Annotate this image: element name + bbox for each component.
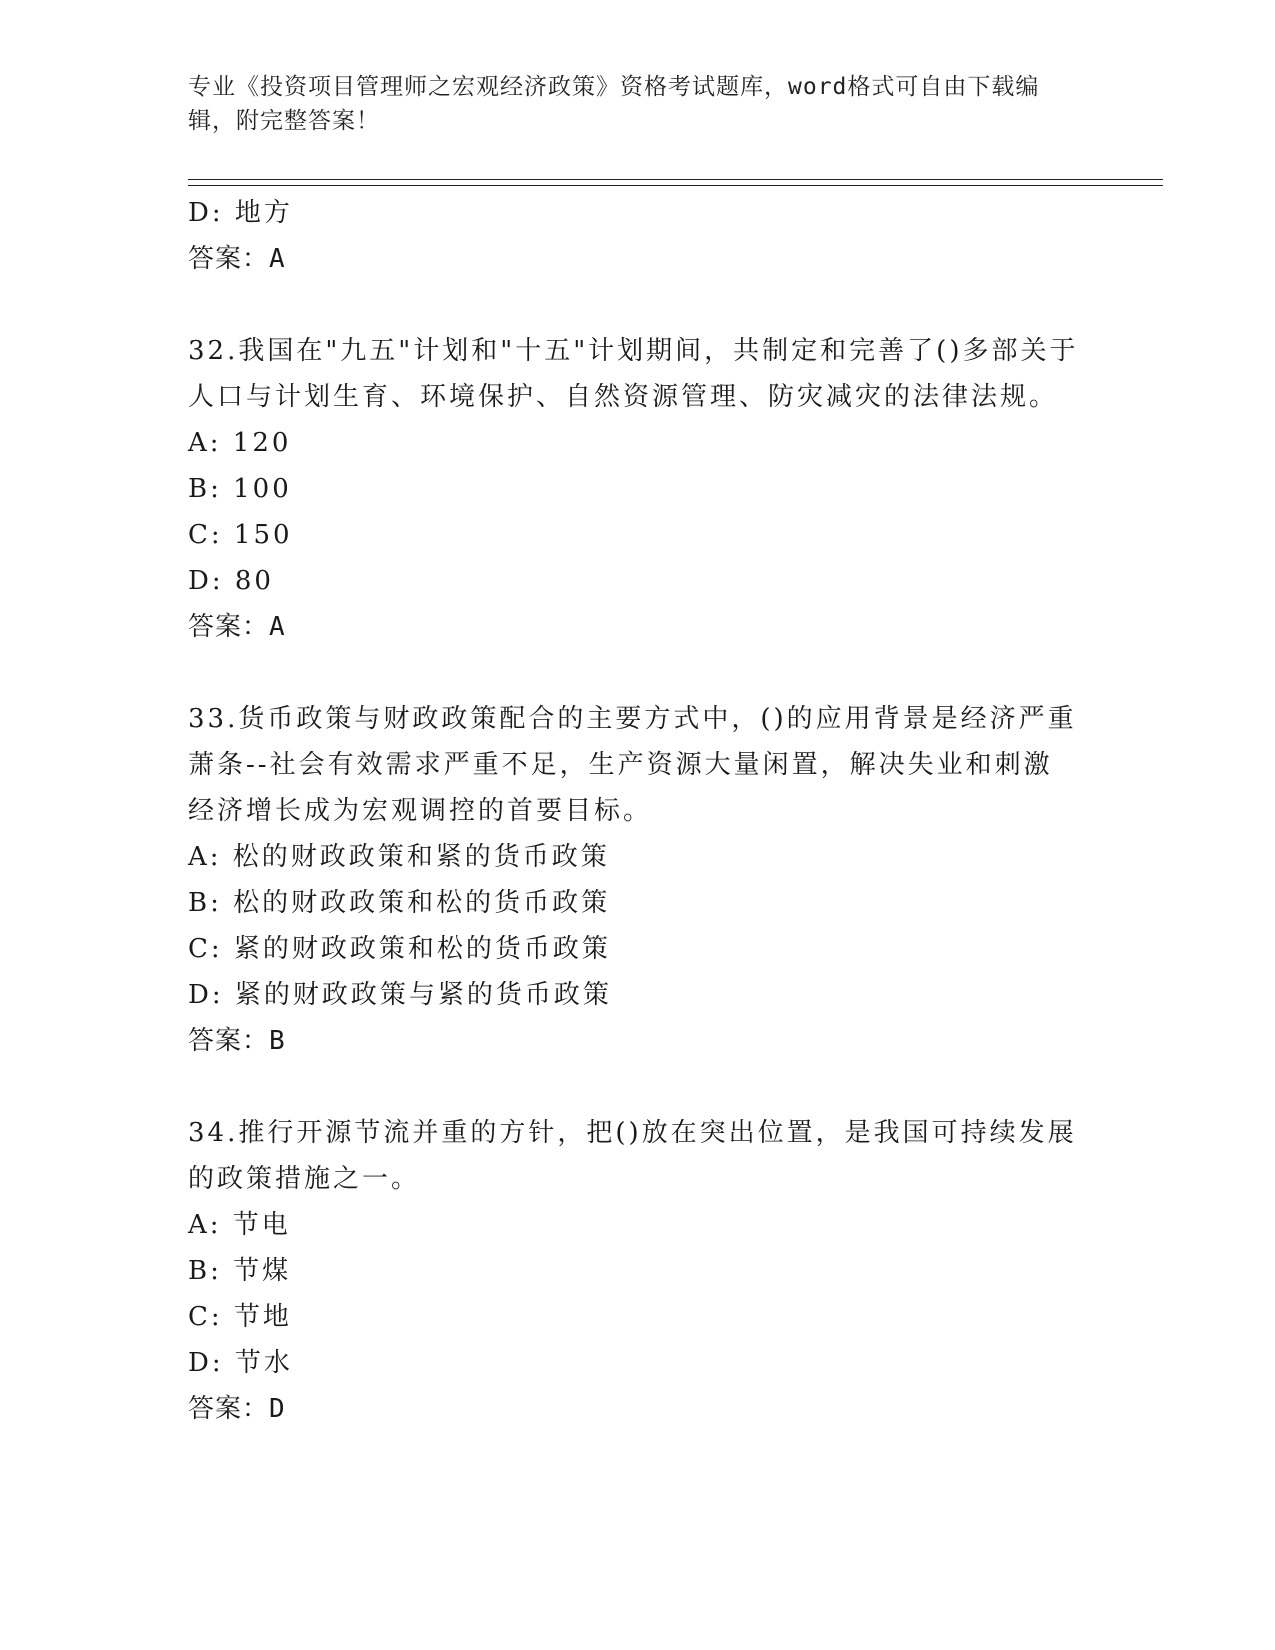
question-text-line: 34.推行开源节流并重的方针，把()放在突出位置，是我国可持续发展 — [188, 1118, 1077, 1148]
answer: 答案：A — [188, 244, 286, 274]
question-text — [188, 328, 1088, 420]
header-line-2: 辑，附完整答案！ — [188, 108, 380, 134]
header-divider-bottom — [188, 185, 1163, 186]
question-text — [188, 1110, 1088, 1202]
option-a: A: 节电 — [188, 1210, 291, 1240]
option-b: B: 节煤 — [188, 1256, 292, 1286]
answer: 答案：D — [188, 1394, 286, 1424]
question-block — [188, 1110, 1088, 1432]
header-line-1: 专业《投资项目管理师之宏观经济政策》资格考试题库，word格式可自由下载编 — [188, 74, 1040, 100]
option-b: B: 松的财政政策和松的货币政策 — [188, 888, 611, 918]
question-text-line: 经济增长成为宏观调控的首要目标。 — [188, 796, 653, 826]
option-c: C: 紧的财政政策和松的货币政策 — [188, 934, 611, 964]
option-d: D: 80 — [188, 566, 274, 596]
option-d: D: 地方 — [188, 198, 293, 228]
option-d: D: 紧的财政政策与紧的货币政策 — [188, 980, 612, 1010]
document-header — [188, 70, 1088, 138]
question-text-line: 的政策措施之一。 — [188, 1164, 421, 1194]
header-divider-top — [188, 179, 1163, 180]
answer: 答案：A — [188, 612, 286, 642]
document-body — [188, 190, 1088, 1432]
question-block — [188, 696, 1088, 1064]
answer: 答案：B — [188, 1026, 286, 1056]
option-c: C: 150 — [188, 520, 293, 550]
question-block — [188, 328, 1088, 650]
question-text-line: 32.我国在"九五"计划和"十五"计划期间，共制定和完善了()多部关于 — [188, 336, 1079, 366]
option-c: C: 节地 — [188, 1302, 292, 1332]
question-text-line: 33.货币政策与财政政策配合的主要方式中，()的应用背景是经济严重 — [188, 704, 1077, 734]
question-text — [188, 696, 1088, 834]
question-text-line: 人口与计划生育、环境保护、自然资源管理、防灾减灾的法律法规。 — [188, 382, 1059, 412]
option-a: A: 120 — [188, 428, 292, 458]
option-b: B: 100 — [188, 474, 292, 504]
option-d: D: 节水 — [188, 1348, 293, 1378]
option-a: A: 松的财政政策和紧的货币政策 — [188, 842, 610, 872]
question-text-line: 萧条--社会有效需求严重不足，生产资源大量闲置，解决失业和刺激 — [188, 750, 1053, 780]
